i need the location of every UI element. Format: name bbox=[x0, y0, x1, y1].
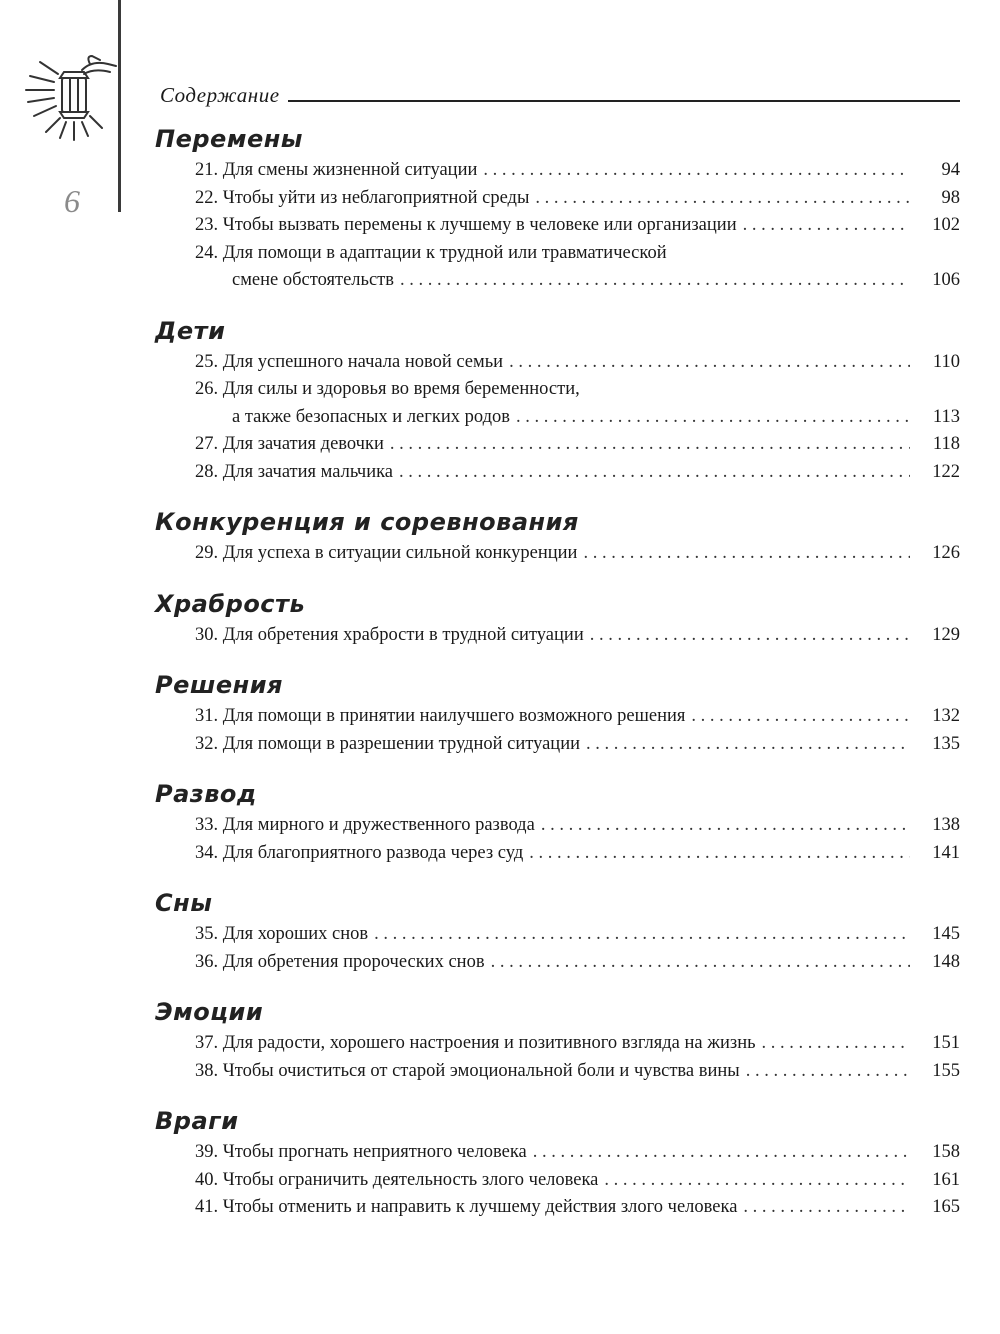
toc-entry-text: 35. Для хороших снов bbox=[195, 924, 369, 944]
toc-page-number: 158 bbox=[932, 1142, 960, 1162]
section-title: Эмоции bbox=[155, 998, 264, 1026]
toc-page-number: 141 bbox=[932, 842, 960, 863]
section-title: Храбрость bbox=[155, 589, 306, 618]
toc-entry[interactable] bbox=[195, 1194, 960, 1222]
toc-page-number: 161 bbox=[932, 1169, 960, 1190]
toc-page-number: 98 bbox=[941, 187, 960, 208]
toc-entry-text: 39. Чтобы прогнать неприятного человека bbox=[195, 1142, 527, 1162]
section-title: Перемены bbox=[155, 125, 303, 153]
toc-entry[interactable] bbox=[195, 812, 960, 840]
toc-entry[interactable] bbox=[195, 540, 960, 568]
dot-leader bbox=[586, 731, 910, 759]
toc-entry-text: 25. Для успешного начала новой семьи bbox=[195, 351, 504, 372]
dot-leader bbox=[743, 212, 910, 240]
toc-section bbox=[155, 1103, 960, 1240]
toc-entry-text: 36. Для обретения пророческих снов bbox=[195, 951, 485, 972]
toc-entry-text: 30. Для обретения храбрости в трудной ситуации bbox=[195, 624, 584, 645]
toc-entry[interactable] bbox=[195, 840, 960, 868]
toc-section bbox=[155, 586, 960, 668]
toc-entry[interactable] bbox=[195, 1030, 960, 1058]
dot-leader bbox=[743, 1194, 910, 1222]
toc-entry[interactable] bbox=[195, 157, 960, 185]
toc-section bbox=[155, 504, 960, 586]
toc-section bbox=[155, 994, 960, 1103]
toc-entry[interactable] bbox=[195, 622, 960, 650]
dot-leader bbox=[400, 267, 910, 295]
section-gap bbox=[155, 976, 960, 994]
toc-page-number: 135 bbox=[932, 733, 960, 754]
toc-page-number: 148 bbox=[932, 951, 960, 972]
toc-entry[interactable] bbox=[195, 431, 960, 459]
toc-page-number: 145 bbox=[932, 924, 960, 944]
dot-leader bbox=[762, 1030, 910, 1058]
toc-header bbox=[160, 80, 960, 108]
toc-entry[interactable] bbox=[195, 731, 960, 759]
section-title: Развод bbox=[155, 780, 257, 808]
toc-page-number: 151 bbox=[932, 1033, 960, 1053]
toc-entry[interactable] bbox=[232, 404, 960, 432]
section-title: Враги bbox=[155, 1107, 239, 1135]
section-gap bbox=[155, 1085, 960, 1103]
dot-leader bbox=[399, 459, 910, 487]
dot-leader bbox=[691, 703, 910, 731]
toc-entry-text: 34. Для благоприятного развода через суд bbox=[195, 842, 524, 863]
section-gap bbox=[155, 1222, 960, 1240]
dot-leader bbox=[583, 540, 910, 568]
toc-page-number: 155 bbox=[932, 1060, 960, 1081]
lantern-hand-icon bbox=[20, 52, 120, 147]
section-gap bbox=[155, 568, 960, 586]
toc-entry-text: смене обстоятельств bbox=[232, 270, 394, 290]
toc-page-number: 110 bbox=[932, 351, 960, 372]
toc-page-number: 122 bbox=[932, 461, 960, 482]
dot-leader bbox=[374, 921, 910, 949]
toc-entry-text: 37. Для радости, хорошего настроения и позитивного взгляда на жизнь bbox=[195, 1033, 756, 1053]
toc-page-number: 118 bbox=[932, 434, 960, 454]
dot-leader bbox=[390, 431, 910, 459]
toc-page-number: 126 bbox=[932, 543, 960, 563]
toc-entry-text: а также безопасных и легких родов bbox=[232, 406, 510, 427]
dot-leader bbox=[541, 812, 910, 840]
toc-entry[interactable] bbox=[195, 212, 960, 240]
toc-entry[interactable] bbox=[195, 349, 960, 377]
section-gap bbox=[155, 649, 960, 667]
toc-entry-text: 29. Для успеха в ситуации сильной конкуренции bbox=[195, 543, 578, 563]
toc-entry-text: 32. Для помощи в разрешении трудной ситуации bbox=[195, 733, 580, 754]
toc-section bbox=[155, 776, 960, 885]
section-title: Конкуренция и соревнования bbox=[155, 508, 579, 536]
toc-page-number: 129 bbox=[932, 624, 960, 645]
dot-leader bbox=[604, 1167, 910, 1195]
toc-entry[interactable] bbox=[195, 459, 960, 487]
toc-entry[interactable] bbox=[195, 185, 960, 213]
section-title: Сны bbox=[155, 889, 213, 917]
toc-section bbox=[155, 885, 960, 994]
toc-entry-text: 27. Для зачатия девочки bbox=[195, 434, 384, 454]
toc-entry-text: 28. Для зачатия мальчика bbox=[195, 461, 394, 482]
dot-leader bbox=[590, 622, 910, 650]
toc-section bbox=[155, 121, 960, 313]
section-gap bbox=[155, 295, 960, 313]
toc-entry-text: 21. Для смены жизненной ситуации bbox=[195, 160, 478, 180]
toc-page-number: 132 bbox=[932, 706, 960, 726]
toc-section bbox=[155, 667, 960, 776]
section-gap bbox=[155, 486, 960, 504]
dot-leader bbox=[516, 404, 910, 432]
toc-entry-text: 26. Для силы и здоровья во время беременности, bbox=[195, 379, 580, 399]
toc-entry[interactable] bbox=[195, 1139, 960, 1167]
toc-page-number: 94 bbox=[941, 160, 960, 180]
dot-leader bbox=[533, 1139, 910, 1167]
toc-entry-text: 33. Для мирного и дружественного развода bbox=[195, 815, 535, 835]
toc-entry[interactable] bbox=[195, 949, 960, 977]
toc-entry-text: 40. Чтобы ограничить деятельность злого человека bbox=[195, 1169, 599, 1190]
dot-leader bbox=[491, 949, 910, 977]
toc-entry-text: 24. Для помощи в адаптации к трудной или травматической bbox=[195, 242, 667, 263]
toc-entry-text: 31. Для помощи в принятии наилучшего возможного решения bbox=[195, 706, 686, 726]
toc-page-number: 113 bbox=[932, 406, 960, 427]
dot-leader bbox=[535, 185, 910, 213]
dot-leader bbox=[529, 840, 910, 868]
section-gap bbox=[155, 758, 960, 776]
dot-leader bbox=[509, 349, 910, 377]
section-gap bbox=[155, 867, 960, 885]
toc-entry[interactable] bbox=[195, 921, 960, 949]
toc-entry-text: 38. Чтобы очиститься от старой эмоциональной боли и чувства вины bbox=[195, 1060, 740, 1081]
toc-entry-text: 22. Чтобы уйти из неблагоприятной среды bbox=[195, 187, 530, 208]
toc-entry[interactable] bbox=[195, 703, 960, 731]
toc-header-title: Содержание bbox=[160, 83, 280, 107]
dot-leader bbox=[483, 157, 910, 185]
toc-page-number: 102 bbox=[932, 215, 960, 235]
toc-entry-text: 23. Чтобы вызвать перемены к лучшему в человеке или организации bbox=[195, 215, 737, 235]
toc-section bbox=[155, 313, 960, 505]
toc-entry[interactable] bbox=[195, 1167, 960, 1195]
toc-page-number: 165 bbox=[932, 1197, 960, 1217]
dot-leader bbox=[746, 1058, 910, 1086]
section-title: Дети bbox=[155, 316, 226, 345]
toc-entry[interactable] bbox=[195, 1058, 960, 1086]
section-title: Решения bbox=[155, 671, 283, 699]
toc-entry-text: 41. Чтобы отменить и направить к лучшему действия злого человека bbox=[195, 1197, 738, 1217]
table-of-contents bbox=[155, 121, 960, 1240]
page-number: 6 bbox=[64, 183, 80, 219]
toc-page-number: 138 bbox=[932, 815, 960, 835]
header-rule bbox=[288, 100, 960, 102]
toc-page-number: 106 bbox=[932, 270, 960, 290]
toc-entry[interactable] bbox=[232, 267, 960, 295]
